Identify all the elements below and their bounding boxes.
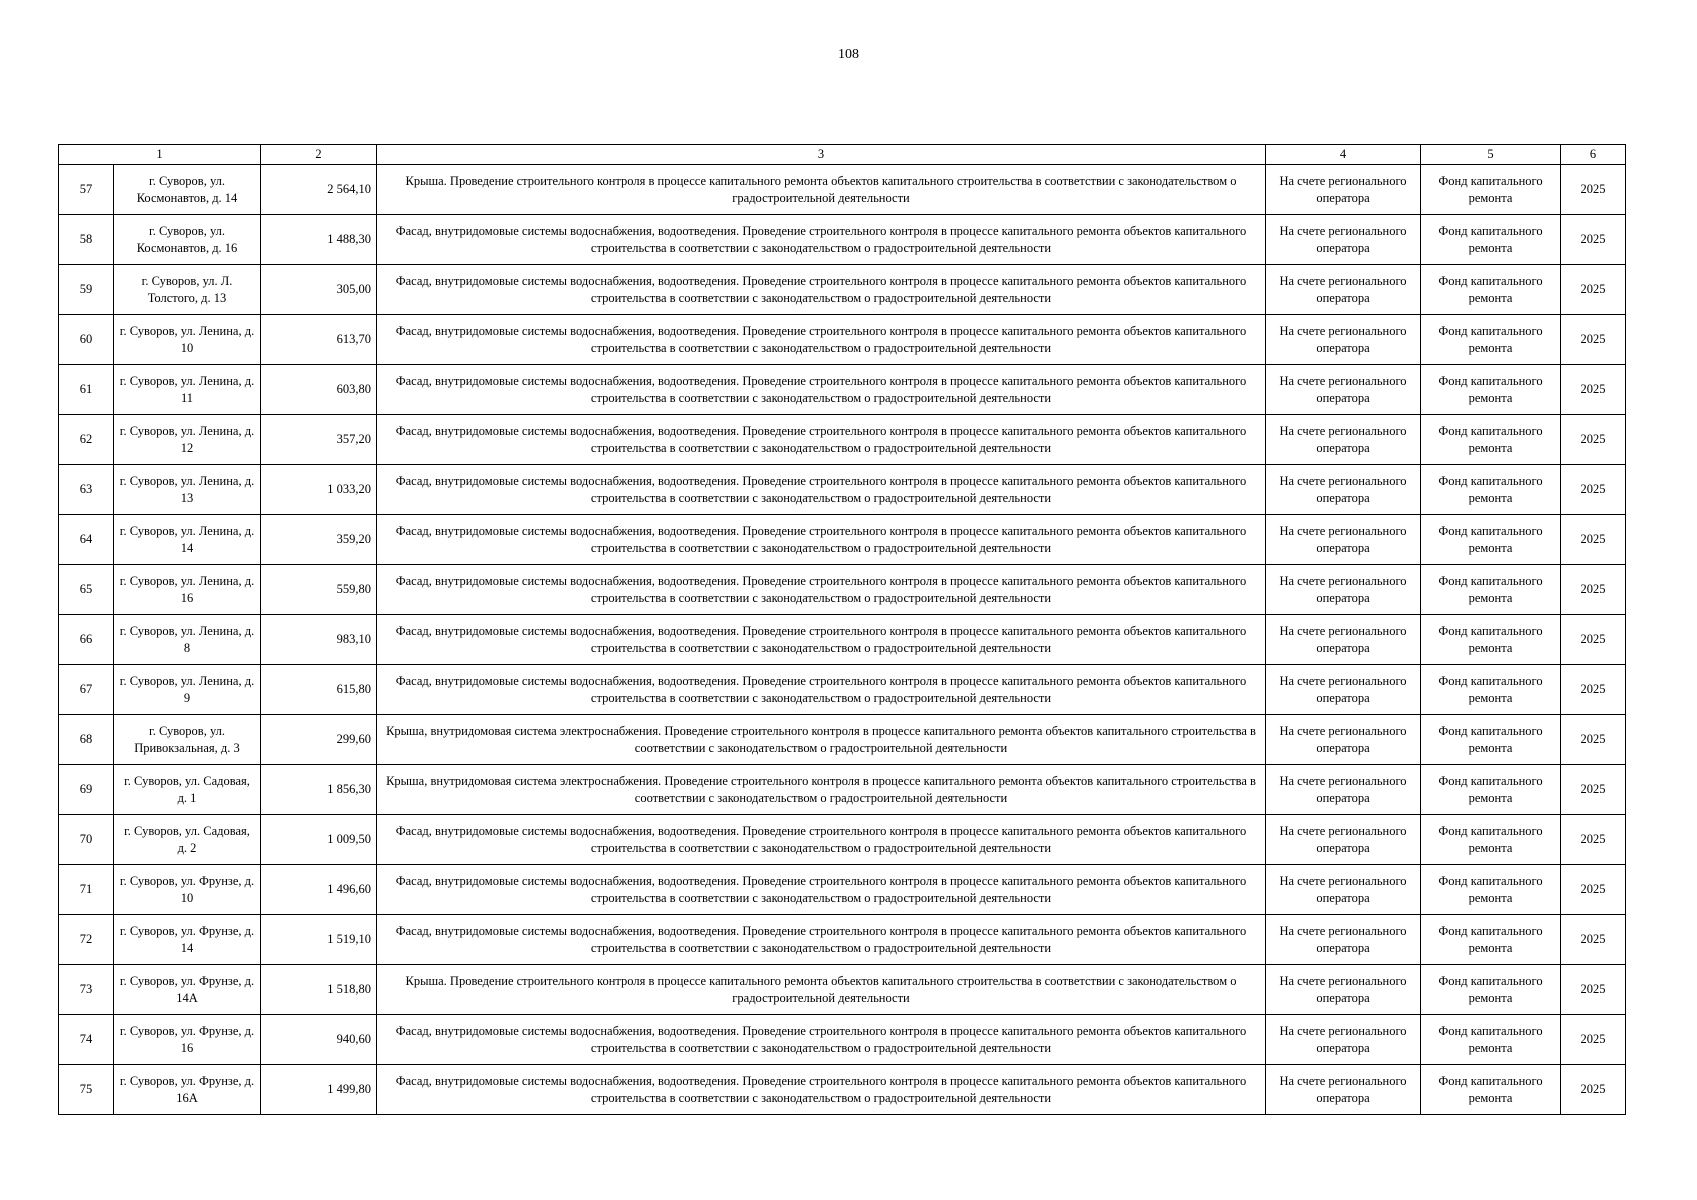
funding-source-cell: Фонд капитального ремонта xyxy=(1421,1065,1561,1115)
table-row xyxy=(59,865,1626,915)
row-number: 63 xyxy=(59,465,114,515)
year-cell: 2025 xyxy=(1561,515,1626,565)
column-header-1: 1 xyxy=(59,145,261,165)
year-cell: 2025 xyxy=(1561,765,1626,815)
address-cell: г. Суворов, ул. Ленина, д. 14 xyxy=(114,515,261,565)
row-number: 69 xyxy=(59,765,114,815)
work-description-cell: Фасад, внутридомовые системы водоснабжения, водоотведения. Проведение строительного контроля в процессе капитального ремонта объектов капитального строительства в соответствии с законодательством о градостроительной деятельности xyxy=(377,215,1266,265)
funding-account-cell: На счете регионального оператора xyxy=(1266,665,1421,715)
column-header-2: 2 xyxy=(261,145,377,165)
funding-source-cell: Фонд капитального ремонта xyxy=(1421,715,1561,765)
table-row xyxy=(59,465,1626,515)
funding-source-cell: Фонд капитального ремонта xyxy=(1421,565,1561,615)
year-cell: 2025 xyxy=(1561,365,1626,415)
work-description-cell: Фасад, внутридомовые системы водоснабжения, водоотведения. Проведение строительного контроля в процессе капитального ремонта объектов капитального строительства в соответствии с законодательством о градостроительной деятельности xyxy=(377,815,1266,865)
address-cell: г. Суворов, ул. Ленина, д. 11 xyxy=(114,365,261,415)
funding-account-cell: На счете регионального оператора xyxy=(1266,365,1421,415)
table-body xyxy=(59,165,1626,1115)
row-number: 57 xyxy=(59,165,114,215)
funding-account-cell: На счете регионального оператора xyxy=(1266,915,1421,965)
area-cell: 1 488,30 xyxy=(261,215,377,265)
address-cell: г. Суворов, ул. Садовая, д. 1 xyxy=(114,765,261,815)
work-description-cell: Фасад, внутридомовые системы водоснабжения, водоотведения. Проведение строительного контроля в процессе капитального ремонта объектов капитального строительства в соответствии с законодательством о градостроительной деятельности xyxy=(377,1065,1266,1115)
row-number: 62 xyxy=(59,415,114,465)
table-header xyxy=(59,145,1626,165)
funding-source-cell: Фонд капитального ремонта xyxy=(1421,815,1561,865)
funding-source-cell: Фонд капитального ремонта xyxy=(1421,1015,1561,1065)
funding-account-cell: На счете регионального оператора xyxy=(1266,465,1421,515)
address-cell: г. Суворов, ул. Садовая, д. 2 xyxy=(114,815,261,865)
funding-source-cell: Фонд капитального ремонта xyxy=(1421,615,1561,665)
work-description-cell: Фасад, внутридомовые системы водоснабжения, водоотведения. Проведение строительного контроля в процессе капитального ремонта объектов капитального строительства в соответствии с законодательством о градостроительной деятельности xyxy=(377,665,1266,715)
table-row xyxy=(59,815,1626,865)
table-row xyxy=(59,165,1626,215)
funding-account-cell: На счете регионального оператора xyxy=(1266,765,1421,815)
year-cell: 2025 xyxy=(1561,965,1626,1015)
work-description-cell: Фасад, внутридомовые системы водоснабжения, водоотведения. Проведение строительного контроля в процессе капитального ремонта объектов капитального строительства в соответствии с законодательством о градостроительной деятельности xyxy=(377,615,1266,665)
address-cell: г. Суворов, ул. Ленина, д. 16 xyxy=(114,565,261,615)
table-row xyxy=(59,765,1626,815)
area-cell: 357,20 xyxy=(261,415,377,465)
year-cell: 2025 xyxy=(1561,565,1626,615)
work-description-cell: Фасад, внутридомовые системы водоснабжения, водоотведения. Проведение строительного контроля в процессе капитального ремонта объектов капитального строительства в соответствии с законодательством о градостроительной деятельности xyxy=(377,565,1266,615)
funding-account-cell: На счете регионального оператора xyxy=(1266,1015,1421,1065)
row-number: 67 xyxy=(59,665,114,715)
funding-source-cell: Фонд капитального ремонта xyxy=(1421,915,1561,965)
area-cell: 559,80 xyxy=(261,565,377,615)
area-cell: 615,80 xyxy=(261,665,377,715)
work-description-cell: Крыша, внутридомовая система электроснабжения. Проведение строительного контроля в процессе капитального ремонта объектов капитального строительства в соответствии с законодательством о градостроительной деятельности xyxy=(377,715,1266,765)
row-number: 74 xyxy=(59,1015,114,1065)
funding-account-cell: На счете регионального оператора xyxy=(1266,215,1421,265)
table-row xyxy=(59,965,1626,1015)
row-number: 73 xyxy=(59,965,114,1015)
address-cell: г. Суворов, ул. Ленина, д. 8 xyxy=(114,615,261,665)
table-row xyxy=(59,915,1626,965)
year-cell: 2025 xyxy=(1561,665,1626,715)
work-description-cell: Фасад, внутридомовые системы водоснабжения, водоотведения. Проведение строительного контроля в процессе капитального ремонта объектов капитального строительства в соответствии с законодательством о градостроительной деятельности xyxy=(377,415,1266,465)
year-cell: 2025 xyxy=(1561,415,1626,465)
table-row xyxy=(59,1065,1626,1115)
table-row xyxy=(59,565,1626,615)
work-description-cell: Фасад, внутридомовые системы водоснабжения, водоотведения. Проведение строительного контроля в процессе капитального ремонта объектов капитального строительства в соответствии с законодательством о градостроительной деятельности xyxy=(377,265,1266,315)
address-cell: г. Суворов, ул. Фрунзе, д. 14А xyxy=(114,965,261,1015)
funding-account-cell: На счете регионального оператора xyxy=(1266,565,1421,615)
area-cell: 613,70 xyxy=(261,315,377,365)
row-number: 68 xyxy=(59,715,114,765)
address-cell: г. Суворов, ул. Ленина, д. 12 xyxy=(114,415,261,465)
column-header-3: 3 xyxy=(377,145,1266,165)
row-number: 59 xyxy=(59,265,114,315)
column-header-6: 6 xyxy=(1561,145,1626,165)
year-cell: 2025 xyxy=(1561,1015,1626,1065)
funding-account-cell: На счете регионального оператора xyxy=(1266,965,1421,1015)
year-cell: 2025 xyxy=(1561,265,1626,315)
address-cell: г. Суворов, ул. Л. Толстого, д. 13 xyxy=(114,265,261,315)
work-description-cell: Фасад, внутридомовые системы водоснабжения, водоотведения. Проведение строительного контроля в процессе капитального ремонта объектов капитального строительства в соответствии с законодательством о градостроительной деятельности xyxy=(377,915,1266,965)
address-cell: г. Суворов, ул. Привокзальная, д. 3 xyxy=(114,715,261,765)
row-number: 66 xyxy=(59,615,114,665)
row-number: 71 xyxy=(59,865,114,915)
address-cell: г. Суворов, ул. Фрунзе, д. 14 xyxy=(114,915,261,965)
year-cell: 2025 xyxy=(1561,715,1626,765)
funding-account-cell: На счете регионального оператора xyxy=(1266,615,1421,665)
work-description-cell: Фасад, внутридомовые системы водоснабжения, водоотведения. Проведение строительного контроля в процессе капитального ремонта объектов капитального строительства в соответствии с законодательством о градостроительной деятельности xyxy=(377,515,1266,565)
funding-account-cell: На счете регионального оператора xyxy=(1266,865,1421,915)
row-number: 58 xyxy=(59,215,114,265)
funding-account-cell: На счете регионального оператора xyxy=(1266,815,1421,865)
year-cell: 2025 xyxy=(1561,165,1626,215)
table-row xyxy=(59,415,1626,465)
funding-source-cell: Фонд капитального ремонта xyxy=(1421,965,1561,1015)
funding-source-cell: Фонд капитального ремонта xyxy=(1421,165,1561,215)
funding-account-cell: На счете регионального оператора xyxy=(1266,165,1421,215)
funding-account-cell: На счете регионального оператора xyxy=(1266,415,1421,465)
area-cell: 1 033,20 xyxy=(261,465,377,515)
funding-account-cell: На счете регионального оператора xyxy=(1266,265,1421,315)
funding-source-cell: Фонд капитального ремонта xyxy=(1421,465,1561,515)
funding-source-cell: Фонд капитального ремонта xyxy=(1421,265,1561,315)
area-cell: 983,10 xyxy=(261,615,377,665)
year-cell: 2025 xyxy=(1561,915,1626,965)
year-cell: 2025 xyxy=(1561,1065,1626,1115)
address-cell: г. Суворов, ул. Космонавтов, д. 14 xyxy=(114,165,261,215)
area-cell: 299,60 xyxy=(261,715,377,765)
year-cell: 2025 xyxy=(1561,465,1626,515)
table-row xyxy=(59,515,1626,565)
funding-account-cell: На счете регионального оператора xyxy=(1266,515,1421,565)
area-cell: 1 009,50 xyxy=(261,815,377,865)
work-description-cell: Крыша. Проведение строительного контроля в процессе капитального ремонта объектов капитального строительства в соответствии с законодательством о градостроительной деятельности xyxy=(377,965,1266,1015)
funding-source-cell: Фонд капитального ремонта xyxy=(1421,215,1561,265)
address-cell: г. Суворов, ул. Фрунзе, д. 10 xyxy=(114,865,261,915)
funding-source-cell: Фонд капитального ремонта xyxy=(1421,865,1561,915)
area-cell: 940,60 xyxy=(261,1015,377,1065)
address-cell: г. Суворов, ул. Космонавтов, д. 16 xyxy=(114,215,261,265)
area-cell: 603,80 xyxy=(261,365,377,415)
area-cell: 1 496,60 xyxy=(261,865,377,915)
table-row xyxy=(59,215,1626,265)
year-cell: 2025 xyxy=(1561,215,1626,265)
work-description-cell: Фасад, внутридомовые системы водоснабжения, водоотведения. Проведение строительного контроля в процессе капитального ремонта объектов капитального строительства в соответствии с законодательством о градостроительной деятельности xyxy=(377,365,1266,415)
area-cell: 1 519,10 xyxy=(261,915,377,965)
address-cell: г. Суворов, ул. Фрунзе, д. 16 xyxy=(114,1015,261,1065)
funding-account-cell: На счете регионального оператора xyxy=(1266,715,1421,765)
table-row xyxy=(59,665,1626,715)
funding-source-cell: Фонд капитального ремонта xyxy=(1421,765,1561,815)
area-cell: 2 564,10 xyxy=(261,165,377,215)
table-row xyxy=(59,365,1626,415)
work-description-cell: Фасад, внутридомовые системы водоснабжения, водоотведения. Проведение строительного контроля в процессе капитального ремонта объектов капитального строительства в соответствии с законодательством о градостроительной деятельности xyxy=(377,315,1266,365)
column-header-4: 4 xyxy=(1266,145,1421,165)
address-cell: г. Суворов, ул. Ленина, д. 10 xyxy=(114,315,261,365)
row-number: 60 xyxy=(59,315,114,365)
funding-source-cell: Фонд капитального ремонта xyxy=(1421,665,1561,715)
funding-source-cell: Фонд капитального ремонта xyxy=(1421,515,1561,565)
area-cell: 305,00 xyxy=(261,265,377,315)
area-cell: 1 856,30 xyxy=(261,765,377,815)
work-description-cell: Фасад, внутридомовые системы водоснабжения, водоотведения. Проведение строительного контроля в процессе капитального ремонта объектов капитального строительства в соответствии с законодательством о градостроительной деятельности xyxy=(377,865,1266,915)
area-cell: 359,20 xyxy=(261,515,377,565)
funding-account-cell: На счете регионального оператора xyxy=(1266,315,1421,365)
funding-source-cell: Фонд капитального ремонта xyxy=(1421,365,1561,415)
year-cell: 2025 xyxy=(1561,615,1626,665)
repair-plan-table xyxy=(58,144,1626,1115)
address-cell: г. Суворов, ул. Ленина, д. 13 xyxy=(114,465,261,515)
area-cell: 1 518,80 xyxy=(261,965,377,1015)
year-cell: 2025 xyxy=(1561,815,1626,865)
row-number: 65 xyxy=(59,565,114,615)
work-description-cell: Крыша. Проведение строительного контроля в процессе капитального ремонта объектов капитального строительства в соответствии с законодательством о градостроительной деятельности xyxy=(377,165,1266,215)
column-header-5: 5 xyxy=(1421,145,1561,165)
table-row xyxy=(59,1015,1626,1065)
funding-account-cell: На счете регионального оператора xyxy=(1266,1065,1421,1115)
funding-source-cell: Фонд капитального ремонта xyxy=(1421,415,1561,465)
address-cell: г. Суворов, ул. Фрунзе, д. 16А xyxy=(114,1065,261,1115)
work-description-cell: Фасад, внутридомовые системы водоснабжения, водоотведения. Проведение строительного контроля в процессе капитального ремонта объектов капитального строительства в соответствии с законодательством о градостроительной деятельности xyxy=(377,465,1266,515)
work-description-cell: Крыша, внутридомовая система электроснабжения. Проведение строительного контроля в процессе капитального ремонта объектов капитального строительства в соответствии с законодательством о градостроительной деятельности xyxy=(377,765,1266,815)
funding-source-cell: Фонд капитального ремонта xyxy=(1421,315,1561,365)
table-row xyxy=(59,315,1626,365)
row-number: 75 xyxy=(59,1065,114,1115)
table-row xyxy=(59,615,1626,665)
row-number: 70 xyxy=(59,815,114,865)
area-cell: 1 499,80 xyxy=(261,1065,377,1115)
work-description-cell: Фасад, внутридомовые системы водоснабжения, водоотведения. Проведение строительного контроля в процессе капитального ремонта объектов капитального строительства в соответствии с законодательством о градостроительной деятельности xyxy=(377,1015,1266,1065)
address-cell: г. Суворов, ул. Ленина, д. 9 xyxy=(114,665,261,715)
page-number: 108 xyxy=(838,47,859,62)
header-row xyxy=(59,145,1626,165)
table-row xyxy=(59,265,1626,315)
table-row xyxy=(59,715,1626,765)
row-number: 72 xyxy=(59,915,114,965)
row-number: 64 xyxy=(59,515,114,565)
row-number: 61 xyxy=(59,365,114,415)
year-cell: 2025 xyxy=(1561,315,1626,365)
year-cell: 2025 xyxy=(1561,865,1626,915)
